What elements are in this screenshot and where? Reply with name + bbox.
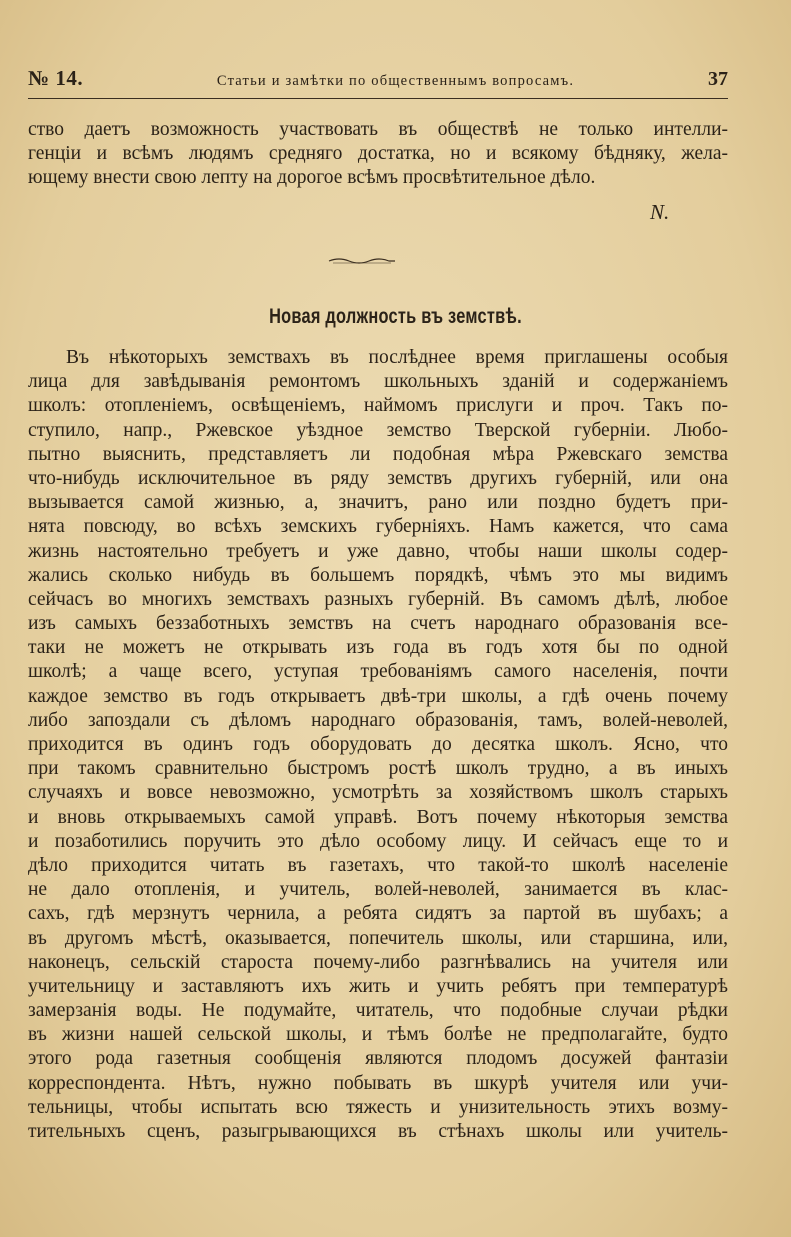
text-line: жизнь настоятельно требуетъ и уже давно, чтобы наши школы содер- [28, 540, 728, 562]
text-line: сейчасъ во многихъ земствахъ разныхъ губерній. Въ самомъ дѣлѣ, любое [28, 588, 728, 610]
text-line: ступило, напр., Ржевское уѣздное земство Тверской губерніи. Любо- [28, 419, 728, 441]
text-line: либо запоздали съ дѣломъ народнаго образованія, тамъ, волей-неволей, [28, 709, 728, 731]
text-line: приходится въ одинъ годъ оборудовать до десятка школъ. Ясно, что [28, 734, 728, 755]
article-body [28, 346, 728, 1144]
text-line: ющему внести свою лепту на дорогое всѣмъ просвѣтительное дѣло. [28, 167, 596, 189]
section-divider-ornament [327, 255, 397, 265]
text-line: замерзанія воды. Не подумайте, читатель, что подобные случаи рѣдки [28, 1000, 728, 1022]
prev-article-text [28, 118, 728, 191]
text-line: въ жизни нашей сельской школы, и тѣмъ болѣе не предполагайте, будто [28, 1024, 728, 1046]
text-line: лица для завѣдыванія ремонтомъ школьныхъ зданій и содержаніемъ [28, 371, 728, 393]
text-line: генціи и всѣмъ людямъ средняго достатка, но и всякому бѣдняку, жела- [28, 143, 728, 165]
text-line: школѣ; а чаще всего, уступая требованіямъ самого населенія, почти [28, 661, 728, 683]
text-line: случаяхъ и вовсе невозможно, усмотрѣть за хозяйствомъ школъ старыхъ [28, 782, 728, 804]
text-line: жались сколько нибудь въ большемъ порядкѣ, чѣмъ это мы видимъ [28, 564, 728, 586]
text-line: тительныхъ сценъ, разыгрывающихся въ стѣнахъ школы или учитель- [28, 1121, 728, 1142]
text-line: корреспондента. Нѣтъ, нужно побывать въ шкурѣ учителя или учи- [28, 1072, 728, 1094]
section-title: Статьи и замѣтки по общественнымъ вопросамъ. [216, 73, 575, 89]
text-line: нята повсюду, во всѣхъ земскихъ губерніяхъ. Намъ кажется, что сама [28, 516, 728, 538]
text-line: сахъ, гдѣ мерзнутъ чернила, а ребята сидятъ за партой въ шубахъ; а [28, 903, 728, 925]
text-line: что-нибудь исключительное въ ряду земствъ другихъ губерній, или она [28, 467, 728, 489]
text-line: не дало отопленія, и учитель, волей-неволей, занимается въ клас- [28, 879, 728, 901]
text-line: Въ нѣкоторыхъ земствахъ въ послѣднее время приглашены особыя [66, 347, 728, 368]
text-line: школъ: отопленіемъ, освѣщеніемъ, наймомъ прислуги и проч. Такъ по- [28, 395, 728, 417]
article-title: Новая должность въ земствѣ. [269, 305, 522, 328]
text-line: пытно выяснить, представляетъ ли подобная мѣра Ржевскаго земства [28, 443, 728, 465]
text-line: въ другомъ мѣстѣ, оказывается, попечитель школы, или старшина, или, [28, 927, 728, 949]
text-line: таки не можетъ не открывать изъ года въ годъ хотя бы по одной [28, 637, 728, 659]
text-line: тельницы, чтобы испытать всю тяжесть и унизительность этихъ возму- [28, 1096, 728, 1118]
text-line: и позаботились поручить это дѣло особому лицу. И сейчасъ еще то и [28, 830, 728, 852]
page-number: 37 [707, 68, 728, 90]
text-line: изъ самыхъ беззаботныхъ земствъ на счетъ народнаго образованія все- [28, 613, 728, 635]
author-signature: N. [650, 200, 670, 224]
text-line: этого рода газетныя сообщенія являются плодомъ досужей фантазіи [28, 1048, 728, 1070]
text-line: при такомъ сравнительно быстромъ ростѣ школъ трудно, а въ иныхъ [28, 758, 728, 780]
running-header [28, 66, 728, 96]
text-line: вызывается самой жизнью, а, значитъ, рано или поздно будетъ при- [28, 492, 728, 514]
text-line: и вновь открываемыхъ самой управѣ. Вотъ почему нѣкоторыя земства [28, 806, 728, 828]
text-line: ство даетъ возможность участвовать въ обществѣ не только интелли- [28, 119, 728, 140]
header-rule [28, 98, 728, 99]
text-line: каждое земство въ годъ открываетъ двѣ-три школы, а гдѣ очень почему [28, 685, 728, 707]
text-line: наконецъ, сельскій староста почему-либо разгнѣвались на учителя или [28, 951, 728, 973]
issue-number: № 14. [28, 66, 84, 90]
text-line: учительницу и заставляютъ ихъ жить и учить ребятъ при температурѣ [28, 975, 728, 997]
text-line: дѣло приходится читать въ газетахъ, что такой-то школѣ населеніе [28, 854, 728, 876]
